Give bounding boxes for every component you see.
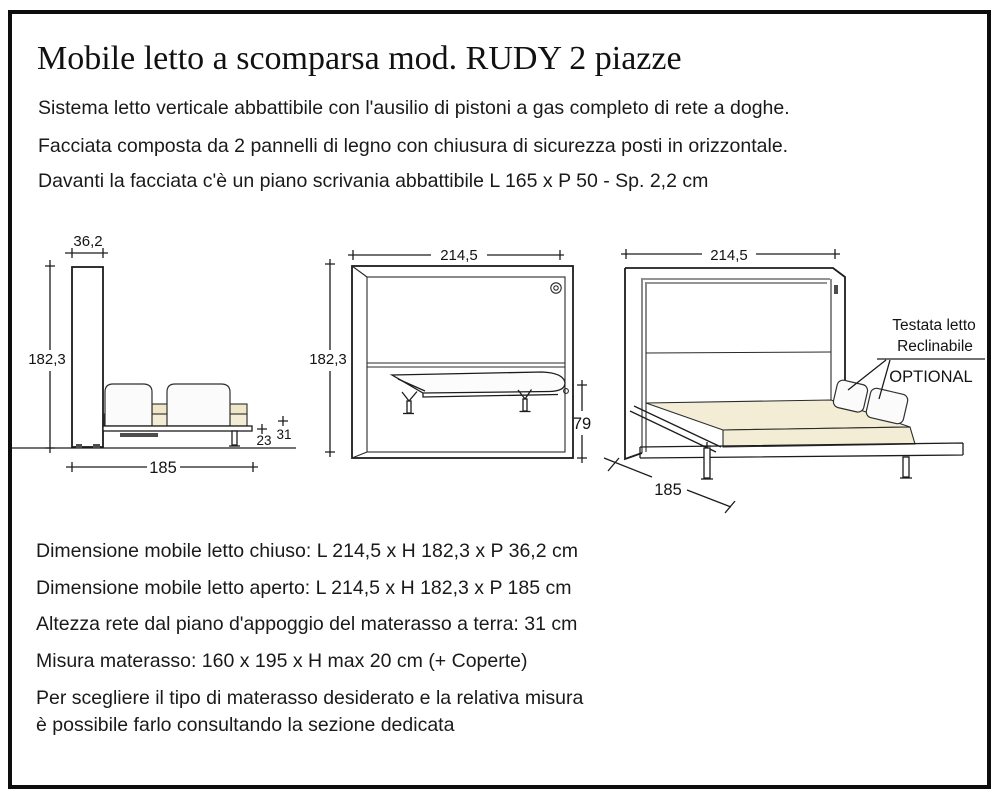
dim-front-width [348,247,564,264]
folded-desk-bar [120,433,158,437]
cabinet-side-panel [72,267,103,447]
back-cushion [105,384,152,426]
lock-icon [834,285,838,294]
open-width-label: 214,5 [710,247,748,264]
front-width-label: 214,5 [440,247,478,264]
desk-folded-height-label: 23 [256,433,272,448]
headboard-cushion [832,379,869,413]
spec-note-line1: Per scegliere il tipo di materasso desiderato e la relativa misura [36,687,584,709]
cabinet-foot [76,444,82,448]
bed-leg [903,457,909,477]
diagram-front-view [309,247,591,463]
spec-net-height: Altezza rete dal piano d'appoggio del materasso a terra: 31 cm [36,613,578,635]
intro-line-1: Sistema letto verticale abbattibile con l'ausilio di pistoni a gas completo di rete a doghe. [38,97,790,119]
diagram-open-view [604,247,985,513]
diagram-side-view [11,233,296,477]
side-depth-label: 185 [149,459,177,477]
bench-leg [232,431,237,445]
dim-side-height [28,260,66,453]
intro-line-2: Facciata composta da 2 pannelli di legno con chiusura di sicurezza posti in orizzontale. [38,135,789,157]
spec-mattress-size: Misura materasso: 160 x 195 x H max 20 cm (+ Coperte) [36,650,528,672]
side-height-label: 182,3 [28,351,66,368]
dim-side-depth [66,459,258,477]
bench-platform [103,426,252,431]
dim-open-depth [604,458,735,513]
dim-desk-folded-height [256,424,271,448]
dim-bed-base-height [276,416,291,442]
folded-bed-bench [103,384,252,446]
spec-closed-dimensions: Dimensione mobile letto chiuso: L 214,5 x H 182,3 x P 36,2 cm [36,540,578,562]
cabinet-front-outer [352,266,573,458]
spec-note-line2: è possibile farlo consultando la sezione dedicata [36,714,455,736]
dim-desk-height [573,380,591,463]
bed-leg [704,448,710,478]
desk-leg [407,401,411,413]
cabinet-foot [93,444,100,448]
open-depth-label: 185 [654,481,682,499]
desk-height-label: 79 [572,415,592,433]
dim-side-width [65,233,108,258]
bed-base-height-label: 31 [276,427,292,442]
headboard-annotation [848,317,985,399]
front-height-label: 182,3 [309,351,347,368]
spec-open-dimensions: Dimensione mobile letto aperto: L 214,5 x H 182,3 x P 185 cm [36,577,572,599]
dim-open-width [621,247,840,264]
headboard-note-line1: Testata letto [892,317,976,334]
side-width-label: 36,2 [73,233,103,250]
headboard-note-line2: Reclinabile [897,338,973,355]
intro-line-3: Davanti la facciata c'è un piano scrivania abbattibile L 165 x P 50 - Sp. 2,2 cm [38,170,709,192]
desk-top [392,372,565,393]
dim-front-height [309,259,347,457]
bed-platform [640,443,963,458]
headboard-note-line3: OPTIONAL [889,368,973,386]
back-cushion [167,384,230,426]
desk-leg [523,399,527,411]
page-title: Mobile letto a scomparsa mod. RUDY 2 piazze [37,40,682,77]
